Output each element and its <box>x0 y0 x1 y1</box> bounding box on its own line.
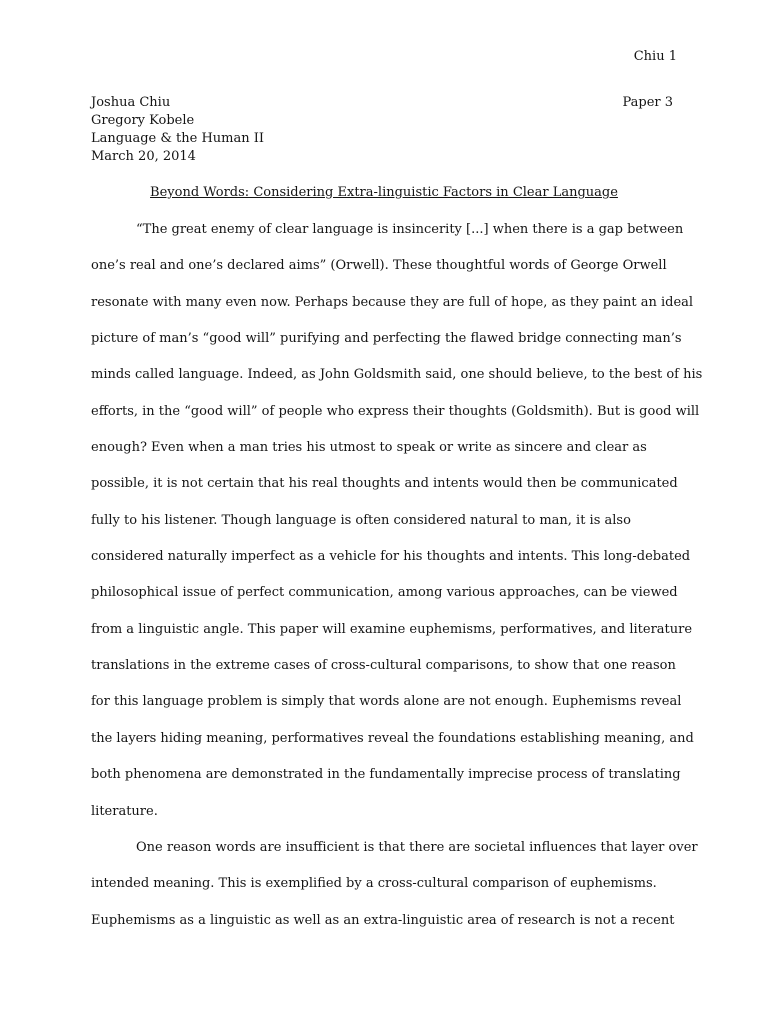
body-line: for this language problem is simply that words alone are not enough. Euphemisms reveal <box>91 694 682 710</box>
body-text <box>91 220 703 947</box>
body-line: efforts, in the “good will” of people who express their thoughts (Goldsmith). But is good will <box>91 403 700 419</box>
body-line: both phenomena are demonstrated in the fundamentally imprecise process of translating <box>91 767 681 783</box>
header-author-line <box>91 94 677 112</box>
course-name: Language & the Human II <box>91 131 265 146</box>
page-number: Chiu 1 <box>633 49 677 64</box>
body-line: from a linguistic angle. This paper will examine euphemisms, performatives, and literature <box>91 621 693 637</box>
body-line: picture of man’s “good will” purifying and perfecting the flawed bridge connecting man’s <box>91 331 682 347</box>
body-line: minds called language. Indeed, as John Goldsmith said, one should believe, to the best of his <box>91 367 703 383</box>
body-line: Euphemisms as a linguistic as well as an extra-linguistic area of research is not a recent <box>91 912 675 928</box>
body-line: possible, it is not certain that his real thoughts and intents would then be communicated <box>91 476 678 492</box>
body-line: translations in the extreme cases of cross-cultural comparisons, to show that one reason <box>91 658 676 674</box>
body-line: “The great enemy of clear language is insincerity [...] when there is a gap between <box>136 222 684 237</box>
header-block <box>91 94 677 166</box>
author-name: Joshua Chiu <box>91 95 171 110</box>
date: March 20, 2014 <box>91 149 196 164</box>
body-line: fully to his listener. Though language is often considered natural to man, it is also <box>91 512 631 528</box>
body-line: intended meaning. This is exemplified by a cross-cultural comparison of euphemisms. <box>91 876 657 892</box>
body-line: enough? Even when a man tries his utmost to speak or write as sincere and clear as <box>91 440 647 456</box>
instructor-name: Gregory Kobele <box>91 113 195 128</box>
body-line: the layers hiding meaning, performatives reveal the foundations establishing meaning, and <box>91 730 694 746</box>
paper-label: Paper 3 <box>622 95 673 110</box>
paper-title: Beyond Words: Considering Extra-linguistic Factors in Clear Language <box>150 185 618 200</box>
body-line: one’s real and one’s declared aims” (Orwell). These thoughtful words of George Orwell <box>91 258 667 274</box>
body-line: considered naturally imperfect as a vehicle for his thoughts and intents. This long-debated <box>91 549 691 565</box>
body-line: philosophical issue of perfect communication, among various approaches, can be viewed <box>91 585 678 601</box>
body-line: literature. <box>91 803 158 819</box>
body-line: One reason words are insufficient is that there are societal influences that layer over <box>136 839 698 855</box>
body-line: resonate with many even now. Perhaps because they are full of hope, as they paint an ideal <box>91 294 694 310</box>
